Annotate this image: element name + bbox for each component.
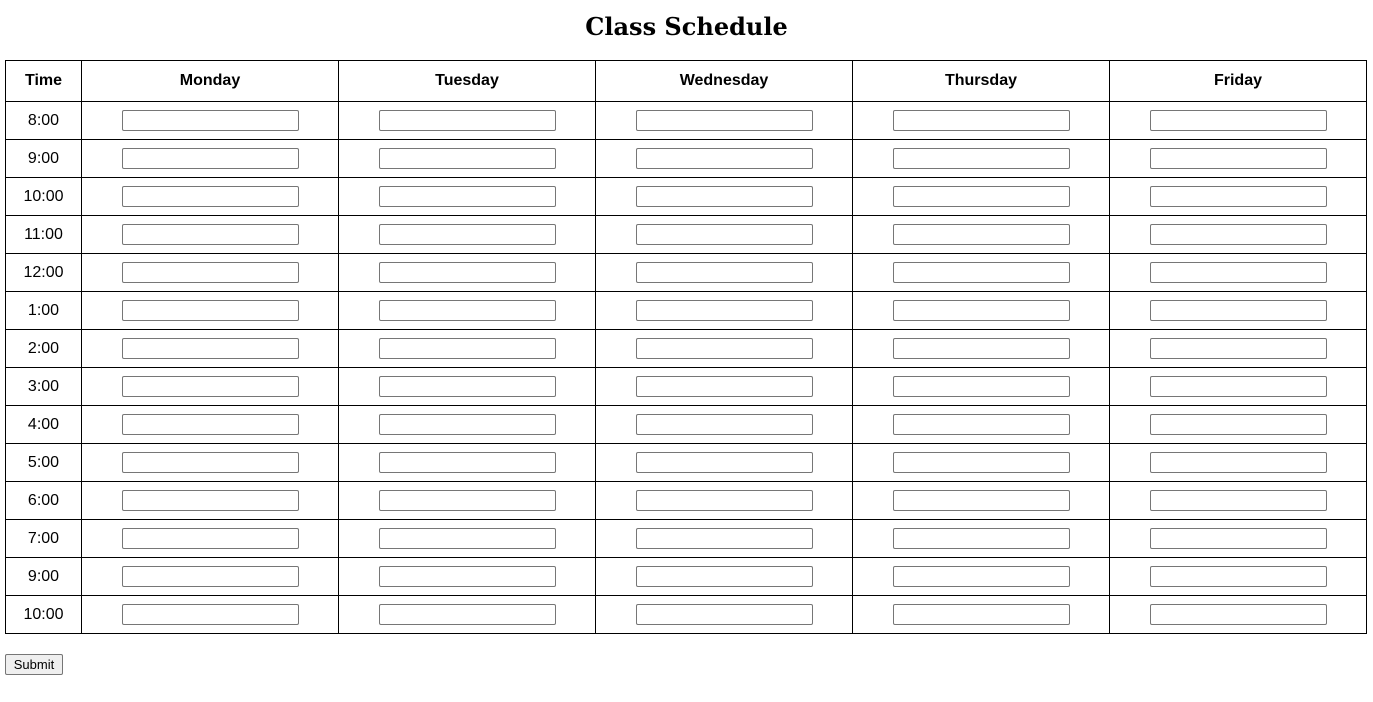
column-header-time: Time	[6, 61, 82, 102]
schedule-input-tuesday[interactable]	[379, 528, 556, 549]
schedule-cell	[596, 216, 853, 254]
schedule-input-friday[interactable]	[1150, 376, 1327, 397]
schedule-input-tuesday[interactable]	[379, 452, 556, 473]
schedule-cell	[853, 596, 1110, 634]
schedule-cell	[596, 444, 853, 482]
time-cell: 4:00	[6, 406, 82, 444]
submit-button[interactable]: Submit	[5, 654, 63, 675]
schedule-cell	[596, 482, 853, 520]
schedule-input-monday[interactable]	[122, 604, 299, 625]
schedule-input-tuesday[interactable]	[379, 376, 556, 397]
schedule-cell	[82, 444, 339, 482]
schedule-input-monday[interactable]	[122, 110, 299, 131]
schedule-input-friday[interactable]	[1150, 186, 1327, 207]
schedule-cell	[853, 444, 1110, 482]
schedule-cell	[339, 254, 596, 292]
time-cell: 6:00	[6, 482, 82, 520]
schedule-cell	[1110, 140, 1367, 178]
schedule-cell	[853, 216, 1110, 254]
schedule-input-tuesday[interactable]	[379, 604, 556, 625]
time-cell: 11:00	[6, 216, 82, 254]
schedule-input-thursday[interactable]	[893, 604, 1070, 625]
column-header-wednesday: Wednesday	[596, 61, 853, 102]
table-row	[6, 444, 1367, 482]
schedule-cell	[82, 254, 339, 292]
schedule-input-thursday[interactable]	[893, 224, 1070, 245]
schedule-input-tuesday[interactable]	[379, 224, 556, 245]
schedule-cell	[853, 368, 1110, 406]
schedule-cell	[1110, 368, 1367, 406]
schedule-input-wednesday[interactable]	[636, 148, 813, 169]
schedule-input-wednesday[interactable]	[636, 376, 813, 397]
table-body	[6, 102, 1367, 634]
schedule-cell	[82, 178, 339, 216]
schedule-input-friday[interactable]	[1150, 452, 1327, 473]
table-row	[6, 216, 1367, 254]
schedule-input-friday[interactable]	[1150, 414, 1327, 435]
schedule-cell	[82, 102, 339, 140]
table-row	[6, 368, 1367, 406]
schedule-input-thursday[interactable]	[893, 300, 1070, 321]
schedule-input-tuesday[interactable]	[379, 262, 556, 283]
schedule-cell	[853, 520, 1110, 558]
schedule-input-thursday[interactable]	[893, 528, 1070, 549]
schedule-input-tuesday[interactable]	[379, 186, 556, 207]
table-row	[6, 596, 1367, 634]
schedule-input-wednesday[interactable]	[636, 338, 813, 359]
schedule-input-tuesday[interactable]	[379, 338, 556, 359]
schedule-input-tuesday[interactable]	[379, 414, 556, 435]
schedule-input-friday[interactable]	[1150, 110, 1327, 131]
schedule-input-thursday[interactable]	[893, 452, 1070, 473]
schedule-input-tuesday[interactable]	[379, 300, 556, 321]
schedule-table	[5, 60, 1367, 634]
schedule-input-friday[interactable]	[1150, 604, 1327, 625]
time-cell: 1:00	[6, 292, 82, 330]
schedule-cell	[596, 254, 853, 292]
schedule-cell	[1110, 102, 1367, 140]
schedule-cell	[339, 140, 596, 178]
schedule-cell	[1110, 482, 1367, 520]
schedule-cell	[339, 406, 596, 444]
schedule-input-wednesday[interactable]	[636, 566, 813, 587]
schedule-cell	[82, 140, 339, 178]
schedule-input-monday[interactable]	[122, 376, 299, 397]
schedule-cell	[339, 482, 596, 520]
schedule-input-monday[interactable]	[122, 566, 299, 587]
schedule-cell	[853, 292, 1110, 330]
column-header-tuesday: Tuesday	[339, 61, 596, 102]
time-cell: 8:00	[6, 102, 82, 140]
schedule-cell	[596, 178, 853, 216]
schedule-cell	[1110, 406, 1367, 444]
schedule-input-friday[interactable]	[1150, 490, 1327, 511]
schedule-cell	[339, 596, 596, 634]
schedule-input-monday[interactable]	[122, 338, 299, 359]
schedule-cell	[853, 140, 1110, 178]
schedule-cell	[82, 596, 339, 634]
schedule-input-friday[interactable]	[1150, 148, 1327, 169]
schedule-input-monday[interactable]	[122, 414, 299, 435]
schedule-cell	[339, 292, 596, 330]
schedule-input-wednesday[interactable]	[636, 452, 813, 473]
schedule-input-friday[interactable]	[1150, 224, 1327, 245]
time-cell: 10:00	[6, 596, 82, 634]
schedule-input-friday[interactable]	[1150, 262, 1327, 283]
schedule-input-friday[interactable]	[1150, 566, 1327, 587]
schedule-cell	[1110, 558, 1367, 596]
schedule-cell	[339, 558, 596, 596]
schedule-cell	[82, 558, 339, 596]
schedule-input-tuesday[interactable]	[379, 566, 556, 587]
schedule-input-thursday[interactable]	[893, 186, 1070, 207]
schedule-cell	[1110, 596, 1367, 634]
time-cell: 7:00	[6, 520, 82, 558]
column-header-monday: Monday	[82, 61, 339, 102]
column-header-thursday: Thursday	[853, 61, 1110, 102]
schedule-cell	[596, 406, 853, 444]
table-row	[6, 558, 1367, 596]
schedule-input-monday[interactable]	[122, 490, 299, 511]
schedule-cell	[339, 520, 596, 558]
schedule-input-thursday[interactable]	[893, 376, 1070, 397]
table-row	[6, 254, 1367, 292]
schedule-input-wednesday[interactable]	[636, 528, 813, 549]
table-row	[6, 178, 1367, 216]
schedule-input-monday[interactable]	[122, 186, 299, 207]
schedule-input-tuesday[interactable]	[379, 110, 556, 131]
schedule-cell	[339, 102, 596, 140]
schedule-input-monday[interactable]	[122, 452, 299, 473]
time-cell: 12:00	[6, 254, 82, 292]
schedule-cell	[1110, 178, 1367, 216]
table-row	[6, 406, 1367, 444]
schedule-input-wednesday[interactable]	[636, 186, 813, 207]
schedule-cell	[1110, 520, 1367, 558]
schedule-cell	[1110, 330, 1367, 368]
schedule-input-thursday[interactable]	[893, 262, 1070, 283]
schedule-cell	[853, 178, 1110, 216]
column-header-friday: Friday	[1110, 61, 1367, 102]
schedule-input-tuesday[interactable]	[379, 148, 556, 169]
schedule-input-monday[interactable]	[122, 262, 299, 283]
page-title: Class Schedule	[585, 12, 788, 41]
schedule-cell	[596, 102, 853, 140]
schedule-input-friday[interactable]	[1150, 528, 1327, 549]
schedule-input-friday[interactable]	[1150, 338, 1327, 359]
schedule-input-wednesday[interactable]	[636, 224, 813, 245]
schedule-cell	[82, 216, 339, 254]
schedule-input-thursday[interactable]	[893, 490, 1070, 511]
schedule-input-tuesday[interactable]	[379, 490, 556, 511]
schedule-cell	[82, 330, 339, 368]
schedule-input-wednesday[interactable]	[636, 262, 813, 283]
schedule-cell	[82, 520, 339, 558]
schedule-cell	[596, 520, 853, 558]
schedule-cell	[1110, 216, 1367, 254]
schedule-input-monday[interactable]	[122, 300, 299, 321]
table-row	[6, 102, 1367, 140]
schedule-input-thursday[interactable]	[893, 110, 1070, 131]
schedule-cell	[1110, 292, 1367, 330]
schedule-cell	[339, 444, 596, 482]
schedule-input-monday[interactable]	[122, 528, 299, 549]
schedule-cell	[853, 254, 1110, 292]
time-cell: 5:00	[6, 444, 82, 482]
table-row	[6, 140, 1367, 178]
schedule-cell	[82, 482, 339, 520]
schedule-input-monday[interactable]	[122, 224, 299, 245]
schedule-input-thursday[interactable]	[893, 566, 1070, 587]
schedule-cell	[596, 330, 853, 368]
table-row	[6, 520, 1367, 558]
schedule-input-wednesday[interactable]	[636, 490, 813, 511]
time-cell: 9:00	[6, 558, 82, 596]
table-header-row	[6, 61, 1367, 102]
schedule-cell	[853, 482, 1110, 520]
table-row	[6, 292, 1367, 330]
schedule-cell	[596, 596, 853, 634]
schedule-cell	[339, 330, 596, 368]
schedule-input-thursday[interactable]	[893, 414, 1070, 435]
schedule-input-thursday[interactable]	[893, 338, 1070, 359]
table-row	[6, 330, 1367, 368]
schedule-cell	[339, 216, 596, 254]
time-cell: 3:00	[6, 368, 82, 406]
schedule-cell	[596, 558, 853, 596]
schedule-input-thursday[interactable]	[893, 148, 1070, 169]
time-cell: 2:00	[6, 330, 82, 368]
schedule-cell	[339, 178, 596, 216]
schedule-cell	[853, 406, 1110, 444]
time-cell: 9:00	[6, 140, 82, 178]
schedule-input-wednesday[interactable]	[636, 414, 813, 435]
schedule-input-monday[interactable]	[122, 148, 299, 169]
schedule-cell	[596, 292, 853, 330]
schedule-input-friday[interactable]	[1150, 300, 1327, 321]
table-row	[6, 482, 1367, 520]
schedule-cell	[596, 368, 853, 406]
schedule-cell	[82, 406, 339, 444]
schedule-input-wednesday[interactable]	[636, 604, 813, 625]
schedule-cell	[339, 368, 596, 406]
schedule-cell	[82, 368, 339, 406]
schedule-cell	[82, 292, 339, 330]
schedule-cell	[1110, 444, 1367, 482]
schedule-cell	[1110, 254, 1367, 292]
schedule-cell	[853, 558, 1110, 596]
schedule-input-wednesday[interactable]	[636, 110, 813, 131]
schedule-cell	[853, 102, 1110, 140]
time-cell: 10:00	[6, 178, 82, 216]
schedule-cell	[853, 330, 1110, 368]
schedule-cell	[596, 140, 853, 178]
schedule-input-wednesday[interactable]	[636, 300, 813, 321]
